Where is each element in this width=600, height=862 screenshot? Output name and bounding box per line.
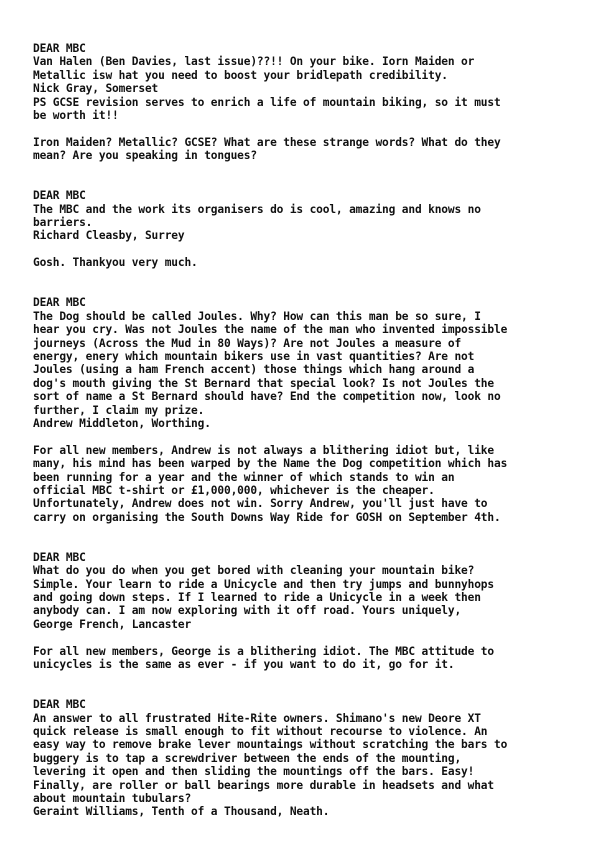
letter-line: Joules (using a ham French accent) those things which hang around a xyxy=(33,363,475,377)
letter-salutation: DEAR MBC xyxy=(33,42,86,55)
letter-signature: Andrew Middleton, Worthing. xyxy=(33,416,211,430)
editor-reply-line: For all new members, Andrew is not always a blithering idiot but, like xyxy=(33,443,494,457)
letter-line: PS GCSE revision serves to enrich a life of mountain biking, so it must xyxy=(33,95,501,109)
letter xyxy=(33,42,593,163)
letter-signature: Richard Cleasby, Surrey xyxy=(33,229,185,243)
letter-salutation: DEAR MBC xyxy=(33,550,86,564)
letter-line: easy way to remove brake lever mountaings without scratching the bars to xyxy=(33,738,508,752)
editor-reply-line: carry on organising the South Downs Way Ride for GOSH on September 4th. xyxy=(33,510,501,524)
editor-reply-line: been running for a year and the winner of which stands to win an xyxy=(33,470,455,484)
letter xyxy=(33,551,593,672)
letter-line: about mountain tubulars? xyxy=(33,791,192,805)
editor-reply-line: many, his mind has been warped by the Name the Dog competition which has xyxy=(33,457,508,471)
letter-line: An answer to all frustrated Hite-Rite owners. Shimano's new Deore XT xyxy=(33,711,481,725)
editor-reply-line: official MBC t-shirt or £1,000,000, whichever is the cheaper. xyxy=(33,483,435,497)
letter-line: The Dog should be called Joules. Why? How can this man be so sure, I xyxy=(33,309,481,323)
editor-reply-line: For all new members, George is a blithering idiot. The MBC attitude to xyxy=(33,644,494,658)
letter-line: energy, enery which mountain bikers use in vast quantities? Are not xyxy=(33,350,475,364)
letter-line: What do you do when you get bored with cleaning your mountain bike? xyxy=(33,564,475,578)
letter-line: Metallic isw hat you need to boost your bridlepath credibility. xyxy=(33,68,448,82)
letter xyxy=(33,296,593,524)
letter-salutation: DEAR MBC xyxy=(33,698,86,712)
letter-line: dog's mouth giving the St Bernard that special look? Is not Joules the xyxy=(33,376,494,390)
editor-reply-line: mean? Are you speaking in tongues? xyxy=(33,149,257,163)
letter-line: and going down steps. If I learned to ride a Unicycle in a week then xyxy=(33,591,481,605)
letter-line: levering it open and then sliding the mountings off the bars. Easy! xyxy=(33,765,475,779)
letter-line: Simple. Your learn to ride a Unicycle and then try jumps and bunnyhops xyxy=(33,577,494,591)
letter-line: anybody can. I am now exploring with it off road. Yours uniquely, xyxy=(33,604,462,618)
letter-signature: Geraint Williams, Tenth of a Thousand, Neath. xyxy=(33,805,330,819)
letter-line: journeys (Across the Mud in 80 Ways)? Are not Joules a measure of xyxy=(33,336,462,350)
editor-reply-line: Gosh. Thankyou very much. xyxy=(33,256,198,270)
letter-line: Finally, are roller or ball bearings more durable in headsets and what xyxy=(33,778,494,792)
letter-signature: Nick Gray, Somerset xyxy=(33,82,159,96)
letter-line: quick release is small enough to fit without recourse to violence. An xyxy=(33,724,488,738)
letter-line: sort of name a St Bernard should have? End the competition now, look no xyxy=(33,390,501,404)
letter-salutation: DEAR MBC xyxy=(33,296,86,310)
letter-line: hear you cry. Was not Joules the name of the man who invented impossible xyxy=(33,323,508,337)
letter-line: buggery is to tap a screwdriver between the ends of the mounting, xyxy=(33,751,462,765)
letter xyxy=(33,189,593,269)
editor-reply-line: unicycles is the same as ever - if you want to do it, go for it. xyxy=(33,658,455,672)
letter-line: Van Halen (Ben Davies, last issue)??!! On your bike. Iorn Maiden or xyxy=(33,55,475,69)
editor-reply-line: Unfortunately, Andrew does not win. Sorry Andrew, you'll just have to xyxy=(33,497,488,511)
letter-line: further, I claim my prize. xyxy=(33,403,205,417)
letter-line: be worth it!! xyxy=(33,108,119,122)
letter-salutation: DEAR MBC xyxy=(33,189,86,203)
letter-signature: George French, Lancaster xyxy=(33,617,192,631)
letter xyxy=(33,698,593,819)
letters-page xyxy=(33,42,593,819)
letter-line: The MBC and the work its organisers do is cool, amazing and knows no xyxy=(33,202,481,216)
editor-reply-line: Iron Maiden? Metallic? GCSE? What are these strange words? What do they xyxy=(33,135,501,149)
letter-line: barriers. xyxy=(33,216,93,230)
